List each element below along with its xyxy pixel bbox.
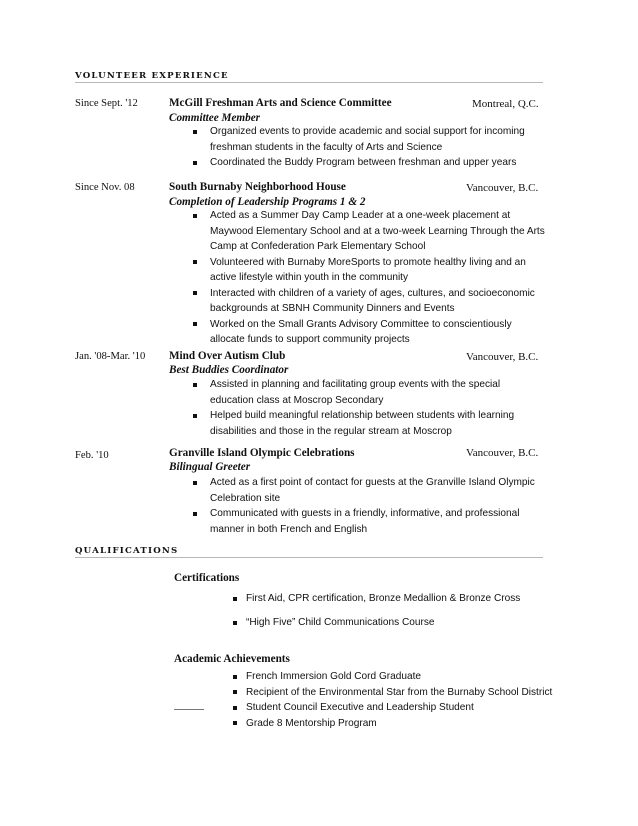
- entry-organization: McGill Freshman Arts and Science Committee: [169, 97, 392, 109]
- entry-organization: Mind Over Autism Club: [169, 350, 286, 362]
- list-item: Acted as a first point of contact for guests at the Granville Island Olympic Celebration site: [176, 475, 546, 506]
- entry-location: Montreal, Q.C.: [472, 98, 539, 110]
- entry-bullets: [176, 475, 546, 537]
- signature-line: [174, 709, 204, 710]
- section-heading-qualifications: QUALIFICATIONS: [75, 546, 179, 556]
- list-item: Organized events to provide academic and social support for incoming freshman students in the faculty of Arts and Science: [176, 124, 546, 155]
- entry-organization: South Burnaby Neighborhood House: [169, 181, 346, 193]
- academic-achievements-title: Academic Achievements: [174, 653, 290, 665]
- entry-date: Since Sept. '12: [75, 98, 138, 109]
- section-divider: [75, 82, 543, 83]
- list-item: “High Five” Child Communications Course: [233, 615, 434, 631]
- certifications-list: [233, 615, 434, 631]
- entry-bullets: [176, 208, 546, 348]
- section-divider: [75, 557, 543, 558]
- entry-date: Feb. '10: [75, 450, 109, 461]
- list-item: Worked on the Small Grants Advisory Committee to conscientiously allocate funds to support community projects: [176, 317, 546, 348]
- list-item: French Immersion Gold Cord Graduate: [233, 669, 552, 685]
- list-item: Volunteered with Burnaby MoreSports to promote healthy living and an active lifestyle within youth in the community: [176, 255, 546, 286]
- entry-bullets: [176, 124, 546, 171]
- entry-location: Vancouver, B.C.: [466, 447, 539, 459]
- entry-date: Since Nov. 08: [75, 182, 135, 193]
- entry-role: Bilingual Greeter: [169, 461, 251, 473]
- list-item: Coordinated the Buddy Program between freshman and upper years: [176, 155, 546, 171]
- entry-role: Best Buddies Coordinator: [169, 364, 289, 376]
- list-item: Helped build meaningful relationship between students with learning disabilities and those in the regular stream at Moscrop: [176, 408, 546, 439]
- entry-organization: Granville Island Olympic Celebrations: [169, 447, 355, 459]
- entry-location: Vancouver, B.C.: [466, 351, 539, 363]
- list-item: Grade 8 Mentorship Program: [233, 716, 552, 732]
- academic-achievements-list: [233, 669, 552, 731]
- list-item: Acted as a Summer Day Camp Leader at a one-week placement at Maywood Elementary School and at a two-week Learning Through the Arts Camp at Confederation Park Elementary School: [176, 208, 546, 255]
- list-item: Communicated with guests in a friendly, informative, and professional manner in both French and English: [176, 506, 546, 537]
- entry-location: Vancouver, B.C.: [466, 182, 539, 194]
- section-heading-volunteer: VOLUNTEER EXPERIENCE: [75, 71, 229, 81]
- list-item: Student Council Executive and Leadership Student: [233, 700, 552, 716]
- list-item: Assisted in planning and facilitating group events with the special education class at Moscrop Secondary: [176, 377, 546, 408]
- entry-date: Jan. '08-Mar. '10: [75, 351, 146, 362]
- entry-bullets: [176, 377, 546, 439]
- entry-role: Committee Member: [169, 112, 261, 124]
- list-item: Recipient of the Environmental Star from the Burnaby School District: [233, 685, 552, 701]
- entry-role: Completion of Leadership Programs 1 & 2: [169, 196, 366, 208]
- certifications-title: Certifications: [174, 572, 240, 584]
- certifications-list: [233, 591, 520, 607]
- list-item: First Aid, CPR certification, Bronze Medallion & Bronze Cross: [233, 591, 520, 607]
- list-item: Interacted with children of a variety of ages, cultures, and socioeconomic backgrounds at SBNH Community Dinners and Events: [176, 286, 546, 317]
